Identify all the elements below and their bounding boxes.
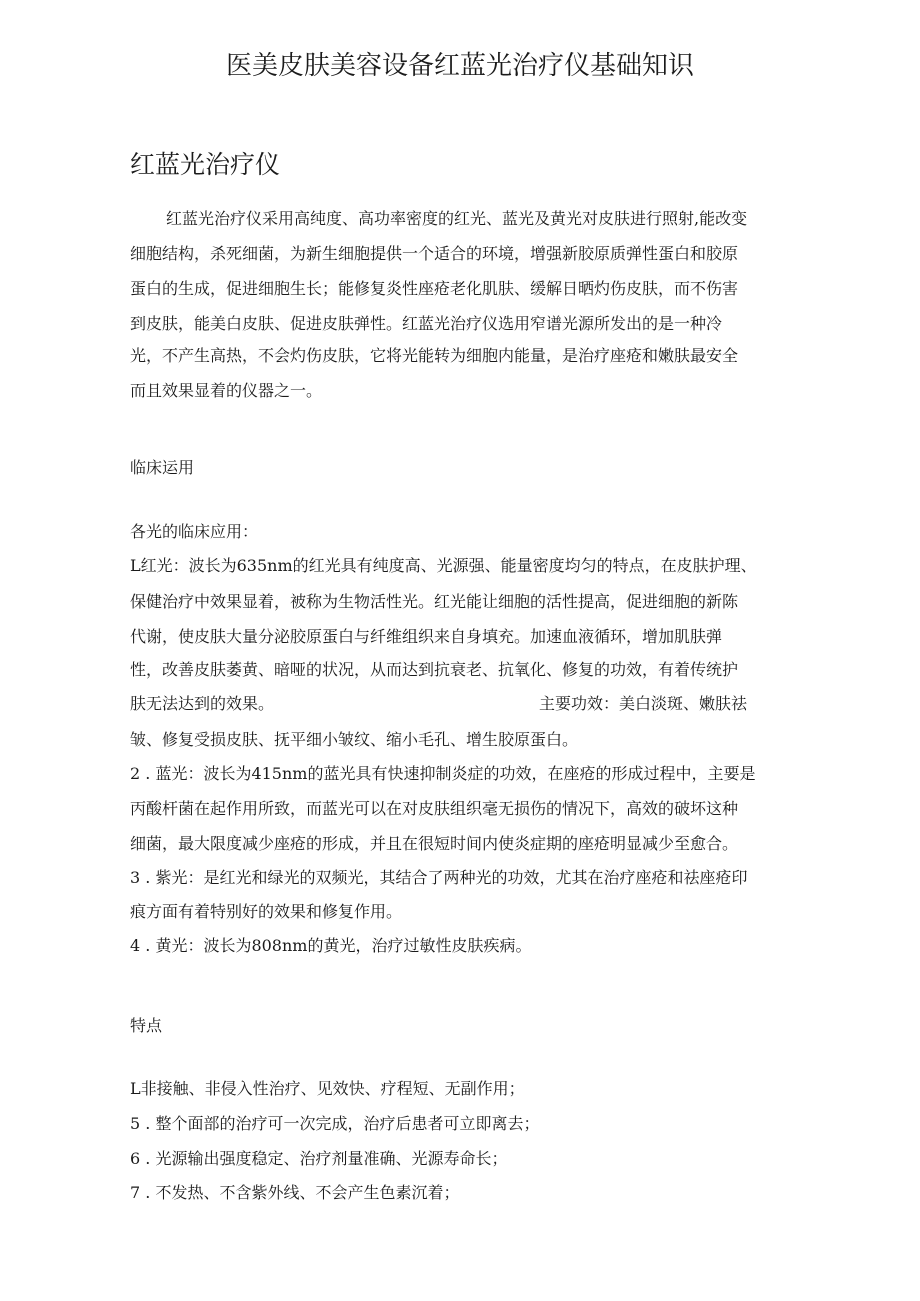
clinical-line: 保健治疗中效果显着，被称为生物活性光。红光能让细胞的活性提高，促进细胞的新陈 [130,592,739,611]
main-effects-label: 主要功效：美白淡斑、嫩肤祛 [539,694,748,713]
section-heading: 红蓝光治疗仪 [130,150,281,179]
clinical-line: 丙酸杆菌在起作用所致，而蓝光可以在对皮肤组织毫无损伤的情况下，高效的破坏这种 [130,799,739,818]
features-heading: 特点 [130,1016,163,1035]
clinical-line: 4 . 黄光：波长为808nm的黄光，治疗过敏性皮肤疾病。 [130,936,532,955]
intro-line: 红蓝光治疗仪采用高纯度、高功率密度的红光、蓝光及黄光对皮肤进行照射,能改变 [166,209,748,228]
feature-line: 7 . 不发热、不含紫外线、不会产生色素沉着； [130,1183,460,1202]
intro-line: 细胞结构，杀死细菌，为新生细胞提供一个适合的环境，增强新胶原质弹性蛋白和胶原 [130,244,739,263]
clinical-line [130,692,747,716]
document-title: 医美皮肤美容设备红蓝光治疗仪基础知识 [225,51,694,81]
feature-line: 5 . 整个面部的治疗可一次完成，治疗后患者可立即离去； [130,1114,540,1133]
clinical-line: 性，改善皮肤萎黄、暗哑的状况，从而达到抗衰老、抗氧化、修复的功效，有着传统护 [130,660,739,679]
clinical-line-part: 肤无法达到的效果。 [130,694,275,713]
intro-line: 而且效果显着的仪器之一。 [130,381,323,400]
intro-line: 蛋白的生成，促进细胞生长；能修复炎性座疮老化肌肤、缓解日晒灼伤皮肤，而不伤害 [130,279,739,298]
clinical-line: 2 . 蓝光：波长为415nm的蓝光具有快速抑制炎症的功效，在座疮的形成过程中，主要是 [130,764,756,783]
clinical-intro: 各光的临床应用： [130,522,259,541]
feature-line: 6 . 光源输出强度稳定、治疗剂量准确、光源寿命长； [130,1149,508,1168]
intro-line: 光，不产生高热，不会灼伤皮肤，它将光能转为细胞内能量，是治疗座疮和嫩肤最安全 [130,346,739,365]
feature-line: L非接触、非侵入性治疗、见效快、疗程短、无副作用； [130,1079,525,1098]
clinical-line: 代谢，使皮肤大量分泌胶原蛋白与纤维组织来自身填充。加速血液循环，增加肌肤弹 [130,627,723,646]
clinical-heading: 临床运用 [130,458,195,477]
clinical-line: 细菌，最大限度减少座疮的形成，并且在很短时间内使炎症期的座疮明显减少至愈合。 [130,834,739,853]
clinical-line: 3 . 紫光：是红光和绿光的双频光，其结合了两种光的功效，尤其在治疗座疮和祛座疮印 [130,868,748,887]
clinical-line: L红光：波长为635nm的红光具有纯度高、光源强、能量密度均匀的特点，在皮肤护理、 [130,556,757,575]
clinical-line: 痕方面有着特别好的效果和修复作用。 [130,902,403,921]
clinical-line: 皱、修复受损皮肤、抚平细小皱纹、缩小毛孔、增生胶原蛋白。 [130,730,579,749]
intro-line: 到皮肤，能美白皮肤、促进皮肤弹性。红蓝光治疗仪选用窄谱光源所发出的是一种冷 [130,314,723,333]
